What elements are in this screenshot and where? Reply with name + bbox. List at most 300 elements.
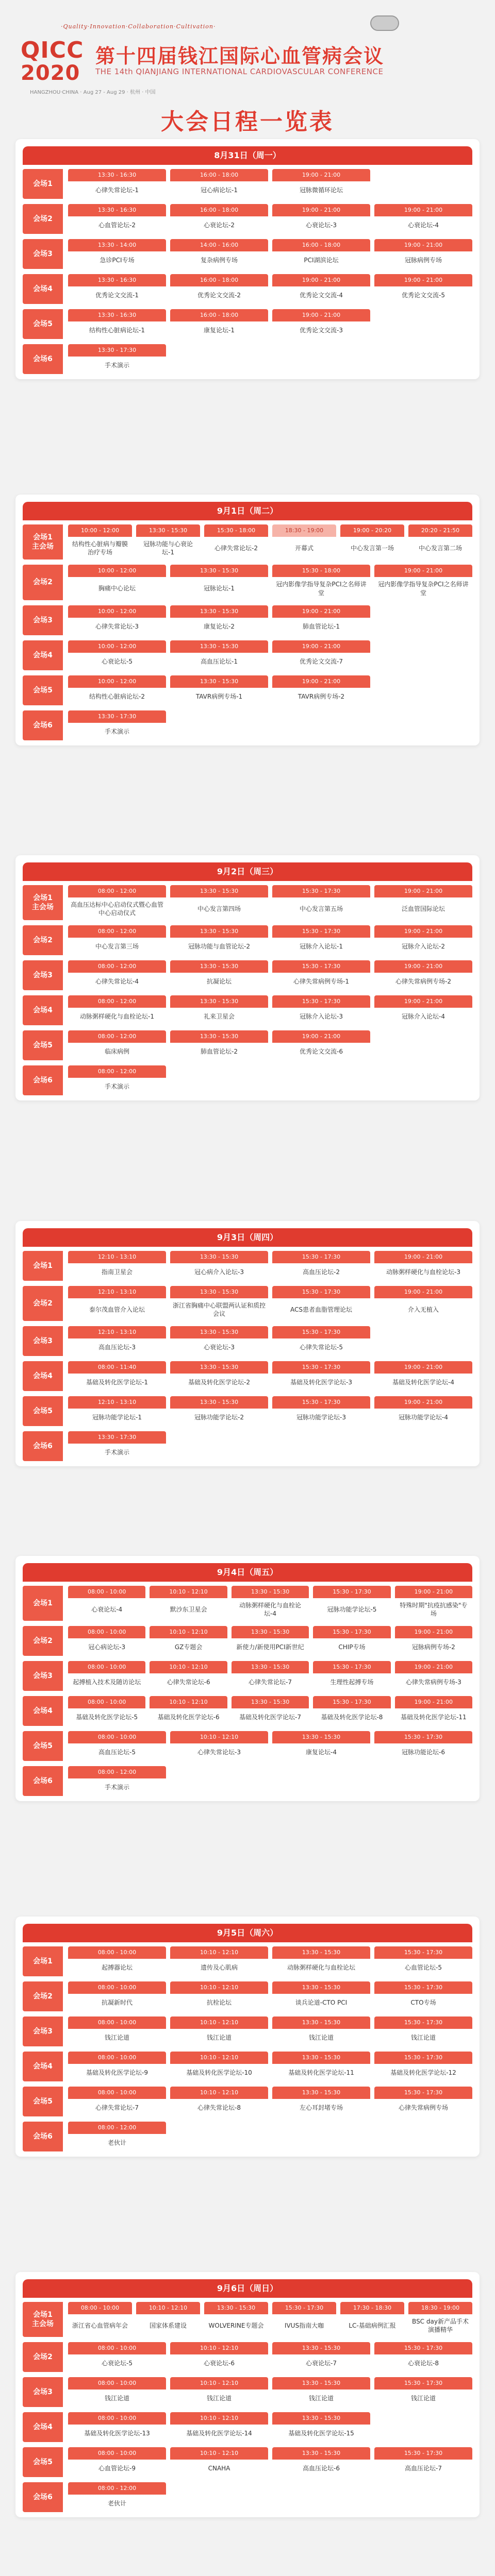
- session-card[interactable]: [68, 2377, 166, 2407]
- hall-label: 会场3: [23, 2016, 63, 2046]
- session-time: 16:00 - 18:00: [170, 204, 268, 216]
- session-card[interactable]: [374, 274, 472, 304]
- session-time: 15:30 - 17:30: [272, 1326, 370, 1338]
- session-card[interactable]: [272, 675, 370, 705]
- session-card[interactable]: [170, 1251, 268, 1281]
- session-card[interactable]: [68, 204, 166, 234]
- session-time: 10:10 - 12:10: [170, 1946, 268, 1959]
- session-card[interactable]: [170, 1396, 268, 1426]
- hall-row: [23, 524, 472, 560]
- session-card[interactable]: [170, 1326, 268, 1356]
- hall-label: 会场1 主会场: [23, 885, 63, 920]
- session-card[interactable]: [68, 1696, 145, 1726]
- session-card[interactable]: [170, 274, 268, 304]
- session-list: [68, 925, 472, 955]
- session-card[interactable]: [374, 2052, 472, 2081]
- session-card[interactable]: [272, 1731, 370, 1761]
- session-card[interactable]: [272, 524, 336, 560]
- session-card[interactable]: [272, 565, 370, 600]
- session-card[interactable]: [68, 675, 166, 705]
- session-card[interactable]: [374, 1946, 472, 1976]
- session-card[interactable]: [68, 1946, 166, 1976]
- page-title: 大会日程一览表: [161, 109, 334, 135]
- session-list: [68, 2412, 472, 2442]
- session-card[interactable]: [68, 2052, 166, 2081]
- session-name: 动脉粥样硬化与血栓论坛: [287, 1963, 355, 1971]
- session-card[interactable]: [232, 1586, 309, 1621]
- session-card[interactable]: [68, 2482, 166, 2512]
- session-card[interactable]: [170, 960, 268, 990]
- session-card[interactable]: [272, 885, 370, 920]
- session-time: 15:30 - 17:30: [272, 1396, 370, 1409]
- session-card[interactable]: [272, 2016, 370, 2046]
- session-card[interactable]: [68, 605, 166, 635]
- session-time: 15:30 - 17:30: [313, 1626, 390, 1638]
- session-name: 高血压论坛-5: [98, 1749, 136, 1756]
- session-list: [68, 344, 472, 374]
- session-card[interactable]: [170, 1361, 268, 1391]
- session-time: 10:10 - 12:10: [170, 2412, 268, 2425]
- session-name: 急诊PCI专场: [100, 256, 135, 264]
- session-time: 10:10 - 12:10: [170, 2052, 268, 2064]
- session-time: 08:00 - 12:00: [68, 995, 166, 1008]
- session-card[interactable]: [68, 1731, 166, 1761]
- session-name: PCI湖滨论坛: [304, 256, 339, 264]
- session-time: 17:30 - 18:30: [340, 2302, 404, 2314]
- session-card[interactable]: [374, 1981, 472, 2011]
- session-card[interactable]: [374, 1361, 472, 1391]
- hall-row: [23, 2122, 472, 2151]
- session-name: 起搏器论坛: [101, 1963, 133, 1971]
- session-name: 心律失常论坛-1: [95, 186, 139, 194]
- session-card[interactable]: [68, 960, 166, 990]
- session-card[interactable]: [374, 1731, 472, 1761]
- session-name: 冠脉介入论坛-1: [300, 943, 343, 951]
- session-card[interactable]: [150, 1626, 227, 1656]
- session-card[interactable]: [68, 524, 132, 560]
- session-card[interactable]: [170, 640, 268, 670]
- session-time: 13:30 - 17:30: [68, 1431, 166, 1444]
- session-name: 国家体系建设: [149, 2322, 187, 2330]
- session-time: 15:30 - 17:30: [374, 2377, 472, 2389]
- session-card[interactable]: [272, 1981, 370, 2011]
- session-card[interactable]: [170, 2377, 268, 2407]
- session-card[interactable]: [170, 1731, 268, 1761]
- session-name: CNAHA: [208, 2465, 230, 2472]
- session-card[interactable]: [232, 1626, 309, 1656]
- session-time: 08:00 - 12:00: [68, 960, 166, 973]
- session-name: 钱江论道: [206, 2395, 232, 2402]
- session-time: 08:00 - 12:00: [68, 885, 166, 897]
- session-time: 15:30 - 17:30: [374, 2016, 472, 2029]
- session-time: 08:00 - 12:00: [68, 925, 166, 938]
- session-card[interactable]: [340, 524, 404, 560]
- session-card[interactable]: [272, 1946, 370, 1976]
- hall-label: 会场4: [23, 640, 63, 670]
- session-name: 心衰论坛-4: [408, 221, 439, 229]
- session-card[interactable]: [170, 2087, 268, 2116]
- session-time: 15:30 - 17:30: [374, 2087, 472, 2099]
- session-card[interactable]: [272, 995, 370, 1025]
- session-name: 钱江论道: [104, 2033, 129, 2041]
- hall-row: [23, 1626, 472, 1656]
- session-card[interactable]: [374, 960, 472, 990]
- session-card[interactable]: [272, 239, 370, 269]
- session-time: 13:30 - 15:30: [232, 1626, 309, 1638]
- session-card[interactable]: [68, 2302, 132, 2337]
- session-card[interactable]: [340, 2302, 404, 2337]
- session-card[interactable]: [136, 2302, 200, 2337]
- session-card[interactable]: [68, 640, 166, 670]
- logo-line2: 2020: [21, 61, 80, 86]
- session-time: 15:30 - 17:30: [272, 960, 370, 973]
- hall-row: [23, 710, 472, 740]
- session-card[interactable]: [204, 524, 268, 560]
- session-time: 13:30 - 15:30: [272, 2377, 370, 2389]
- session-name: GZ专题会: [174, 1643, 203, 1651]
- session-card[interactable]: [170, 925, 268, 955]
- session-name: 手术演示: [104, 1083, 129, 1091]
- session-time: 08:00 - 10:00: [68, 2412, 166, 2425]
- session-card[interactable]: [272, 169, 370, 199]
- hall-row: [23, 2482, 472, 2512]
- session-time: 08:00 - 10:00: [68, 1946, 166, 1959]
- session-time: 08:00 - 10:00: [68, 1586, 145, 1598]
- session-name: CHIP专场: [338, 1643, 366, 1651]
- medal-icon: [370, 15, 399, 31]
- session-card[interactable]: [68, 1065, 166, 1095]
- session-card[interactable]: [150, 1696, 227, 1726]
- session-card[interactable]: [68, 710, 166, 740]
- session-card[interactable]: [272, 204, 370, 234]
- hall-label: 会场2: [23, 565, 63, 600]
- header: [0, 0, 495, 135]
- session-card[interactable]: [170, 309, 268, 339]
- session-time: 13:30 - 15:30: [170, 1251, 268, 1263]
- session-card[interactable]: [170, 2342, 268, 2372]
- session-card[interactable]: [170, 169, 268, 199]
- session-name: 冠心病介入论坛-3: [194, 1268, 244, 1276]
- hall-label: 会场2: [23, 2342, 63, 2372]
- session-time: 08:00 - 12:00: [68, 1766, 166, 1778]
- session-list: [68, 1661, 472, 1691]
- session-card[interactable]: [68, 169, 166, 199]
- session-card[interactable]: [374, 239, 472, 269]
- session-card[interactable]: [374, 565, 472, 600]
- session-name: 介入无植入: [407, 1306, 439, 1314]
- session-card[interactable]: [395, 1586, 472, 1621]
- session-card[interactable]: [68, 309, 166, 339]
- session-card[interactable]: [68, 2342, 166, 2372]
- session-card[interactable]: [68, 995, 166, 1025]
- session-list: [68, 710, 472, 740]
- session-time: 13:30 - 15:30: [204, 2302, 268, 2314]
- session-list: [68, 2302, 472, 2337]
- session-name: 结构性心脏病与瓣膜治疗专场: [72, 540, 128, 556]
- session-card[interactable]: [68, 2412, 166, 2442]
- session-card[interactable]: [170, 2016, 268, 2046]
- session-time: 19:00 - 21:00: [374, 1286, 472, 1298]
- session-card[interactable]: [272, 2412, 370, 2442]
- day-title: 9月1日（周二）: [23, 502, 472, 520]
- session-card[interactable]: [272, 1396, 370, 1426]
- session-card[interactable]: [204, 2302, 268, 2337]
- session-name: 抗凝论坛: [206, 978, 232, 986]
- session-card[interactable]: [170, 565, 268, 600]
- session-card[interactable]: [374, 2377, 472, 2407]
- session-name: 钱江论道: [206, 2033, 232, 2041]
- session-name: 指南卫星会: [101, 1268, 133, 1276]
- session-time: 13:30 - 15:30: [170, 960, 268, 973]
- session-card[interactable]: [395, 1626, 472, 1656]
- session-name: 中心发言第一场: [350, 545, 394, 552]
- session-card[interactable]: [374, 925, 472, 955]
- session-card[interactable]: [272, 1251, 370, 1281]
- hall-label: 会场4: [23, 1361, 63, 1391]
- session-card[interactable]: [150, 1661, 227, 1691]
- session-card[interactable]: [272, 960, 370, 990]
- session-time: 13:30 - 16:30: [68, 169, 166, 181]
- session-card[interactable]: [68, 1586, 145, 1621]
- session-time: 19:00 - 21:00: [374, 925, 472, 938]
- session-card[interactable]: [170, 239, 268, 269]
- session-card[interactable]: [68, 2087, 166, 2116]
- session-card[interactable]: [68, 1981, 166, 2011]
- hall-label: 会场6: [23, 2482, 63, 2512]
- session-card[interactable]: [374, 885, 472, 920]
- session-name: 心衰论坛-3: [204, 1344, 235, 1351]
- hall-label: 会场2: [23, 204, 63, 234]
- session-card[interactable]: [170, 995, 268, 1025]
- session-card[interactable]: [272, 1361, 370, 1391]
- session-card[interactable]: [232, 1696, 309, 1726]
- session-list: [68, 2482, 472, 2512]
- session-card[interactable]: [374, 1251, 472, 1281]
- session-card[interactable]: [68, 1431, 166, 1461]
- session-card[interactable]: [170, 1286, 268, 1321]
- session-card[interactable]: [272, 1326, 370, 1356]
- session-card[interactable]: [272, 2447, 370, 2477]
- session-time: 13:30 - 15:30: [170, 675, 268, 688]
- session-name: 中心发言第五场: [299, 905, 343, 913]
- session-card[interactable]: [68, 1766, 166, 1796]
- hall-row: [23, 2016, 472, 2046]
- session-time: 10:10 - 12:10: [170, 2016, 268, 2029]
- session-time: 13:30 - 15:30: [272, 1946, 370, 1959]
- session-card[interactable]: [68, 1396, 166, 1426]
- session-time: 15:30 - 17:30: [374, 1731, 472, 1743]
- session-card[interactable]: [170, 2052, 268, 2081]
- hall-row: [23, 605, 472, 635]
- session-name: 心衰论坛-5: [102, 657, 133, 665]
- hall-label: 会场4: [23, 2052, 63, 2081]
- session-card[interactable]: [170, 675, 268, 705]
- session-card[interactable]: [408, 524, 472, 560]
- session-name: TAVR病例专场-1: [195, 692, 243, 700]
- session-name: 泛血管国际论坛: [401, 905, 445, 913]
- session-card[interactable]: [313, 1696, 390, 1726]
- session-card[interactable]: [374, 2447, 472, 2477]
- session-card[interactable]: [170, 204, 268, 234]
- session-name: 结构性心脏病论坛-1: [89, 326, 145, 334]
- session-list: [68, 1286, 472, 1321]
- hall-label: 会场2: [23, 925, 63, 955]
- hall-row: [23, 2087, 472, 2116]
- session-card[interactable]: [272, 1030, 370, 1060]
- session-time: 19:00 - 21:00: [272, 675, 370, 688]
- session-name: 冠脉功能与心衰论坛-1: [143, 540, 193, 556]
- session-time: 12:10 - 13:10: [68, 1286, 166, 1298]
- session-name: 冠脉功能学论坛-5: [327, 1606, 377, 1614]
- session-card[interactable]: [170, 1030, 268, 1060]
- session-card[interactable]: [68, 565, 166, 600]
- session-card[interactable]: [170, 2447, 268, 2477]
- session-name: LC-基础病例汇报: [349, 2322, 396, 2330]
- session-time: 13:30 - 15:30: [272, 2342, 370, 2354]
- session-card[interactable]: [272, 2052, 370, 2081]
- session-card[interactable]: [272, 2087, 370, 2116]
- session-name: 中心发言第三场: [95, 943, 139, 951]
- session-card[interactable]: [68, 1326, 166, 1356]
- session-card[interactable]: [395, 1696, 472, 1726]
- session-name: 浙江省胸痛中心联盟两认证和质控会议: [172, 1302, 266, 1318]
- session-card[interactable]: [68, 2016, 166, 2046]
- session-card[interactable]: [313, 1661, 390, 1691]
- session-card[interactable]: [272, 2377, 370, 2407]
- session-name: 心衰论坛-8: [408, 2360, 439, 2367]
- session-name: 钱江论道: [308, 2033, 334, 2041]
- session-name: 遗传及心肌病: [200, 1963, 238, 1971]
- session-name: 中心发言第二场: [418, 545, 462, 552]
- session-time: 08:00 - 10:00: [68, 2016, 166, 2029]
- session-list: [68, 1731, 472, 1761]
- session-card[interactable]: [272, 640, 370, 670]
- day-title: 9月6日（周日）: [23, 2279, 472, 2298]
- session-card[interactable]: [68, 1286, 166, 1321]
- hall-label: 会场5: [23, 2447, 63, 2477]
- session-time: 19:00 - 21:00: [374, 565, 472, 577]
- session-time: 13:30 - 17:30: [68, 344, 166, 357]
- session-name: 基础及转化医学论坛-8: [321, 1714, 383, 1721]
- hall-row: [23, 344, 472, 374]
- session-card[interactable]: [136, 524, 200, 560]
- day-title: 9月4日（周五）: [23, 1563, 472, 1582]
- session-card[interactable]: [170, 885, 268, 920]
- session-card[interactable]: [374, 204, 472, 234]
- session-name: 泰尔茂血管介入论坛: [89, 1306, 145, 1314]
- session-card[interactable]: [374, 995, 472, 1025]
- session-card[interactable]: [272, 1286, 370, 1321]
- session-name: 冠脉介入论坛-3: [300, 1013, 343, 1021]
- session-card[interactable]: [170, 605, 268, 635]
- session-card[interactable]: [170, 2412, 268, 2442]
- session-card[interactable]: [374, 2342, 472, 2372]
- session-card[interactable]: [68, 344, 166, 374]
- session-card[interactable]: [68, 1251, 166, 1281]
- session-card[interactable]: [68, 925, 166, 955]
- session-card[interactable]: [68, 239, 166, 269]
- session-time: 19:00 - 21:00: [374, 1251, 472, 1263]
- session-name: 默沙东卫星会: [170, 1606, 207, 1614]
- session-card[interactable]: [374, 2087, 472, 2116]
- session-card[interactable]: [68, 885, 166, 920]
- session-card[interactable]: [374, 2016, 472, 2046]
- session-card[interactable]: [272, 2302, 336, 2337]
- session-card[interactable]: [68, 1661, 145, 1691]
- session-name: 钱江论道: [410, 2395, 436, 2402]
- session-name: 动脉粥样硬化与血栓论坛-1: [80, 1013, 154, 1021]
- session-time: 20:20 - 21:50: [408, 524, 472, 537]
- session-time: 19:00 - 21:00: [272, 309, 370, 321]
- session-card[interactable]: [395, 1661, 472, 1691]
- hall-row: [23, 640, 472, 670]
- session-name: 肺血管论坛-2: [201, 1048, 238, 1056]
- session-card[interactable]: [272, 605, 370, 635]
- session-card[interactable]: [68, 274, 166, 304]
- session-name: 结构性心脏病论坛-2: [89, 692, 145, 700]
- session-card[interactable]: [374, 1286, 472, 1321]
- session-time: 15:30 - 17:30: [313, 1586, 390, 1598]
- session-name: 心血管论坛-9: [98, 2465, 136, 2472]
- session-name: 心律失常论坛-7: [249, 1679, 292, 1686]
- session-name: 动脉粥样硬化与血栓论坛-4: [239, 1602, 302, 1618]
- session-card[interactable]: [68, 2122, 166, 2151]
- session-card[interactable]: [272, 274, 370, 304]
- hall-row: [23, 675, 472, 705]
- session-time: 13:30 - 15:30: [272, 1981, 370, 1994]
- session-list: [68, 1766, 472, 1796]
- hall-label: 会场1: [23, 1946, 63, 1976]
- session-card[interactable]: [68, 1626, 145, 1656]
- session-name: 基础及转化医学论坛-10: [186, 2069, 252, 2076]
- hall-label: 会场2: [23, 1981, 63, 2011]
- hall-label: 会场2: [23, 1626, 63, 1656]
- session-name: 手术演示: [104, 727, 129, 735]
- hall-row: [23, 1326, 472, 1356]
- session-list: [68, 1946, 472, 1976]
- session-card[interactable]: [272, 925, 370, 955]
- session-card[interactable]: [150, 1586, 227, 1621]
- session-card[interactable]: [408, 2302, 472, 2337]
- session-card[interactable]: [68, 1361, 166, 1391]
- session-time: 13:30 - 15:30: [272, 2412, 370, 2425]
- session-list: [68, 1251, 472, 1281]
- session-name: 心律失常病例专场: [398, 2104, 448, 2111]
- session-time: 15:30 - 17:30: [313, 1661, 390, 1673]
- session-time: 10:00 - 12:00: [68, 565, 166, 577]
- session-time: 19:00 - 21:00: [374, 274, 472, 286]
- session-name: 高血压论坛-3: [98, 1344, 136, 1351]
- session-card[interactable]: [68, 1030, 166, 1060]
- session-card[interactable]: [170, 1981, 268, 2011]
- session-time: 15:30 - 17:30: [374, 1981, 472, 1994]
- session-card[interactable]: [170, 1946, 268, 1976]
- session-time: 15:30 - 17:30: [272, 1251, 370, 1263]
- session-card[interactable]: [313, 1586, 390, 1621]
- session-card[interactable]: [313, 1626, 390, 1656]
- session-card[interactable]: [272, 2342, 370, 2372]
- session-name: 心血管论坛-5: [405, 1963, 442, 1971]
- session-card[interactable]: [232, 1661, 309, 1691]
- session-time: 10:10 - 12:10: [170, 2342, 268, 2354]
- session-card[interactable]: [374, 1396, 472, 1426]
- hall-row: [23, 1766, 472, 1796]
- hall-row: [23, 1731, 472, 1761]
- session-name: 优秀论文交流-1: [95, 291, 139, 299]
- session-card[interactable]: [68, 2447, 166, 2477]
- session-card[interactable]: [272, 309, 370, 339]
- hall-row: [23, 1361, 472, 1391]
